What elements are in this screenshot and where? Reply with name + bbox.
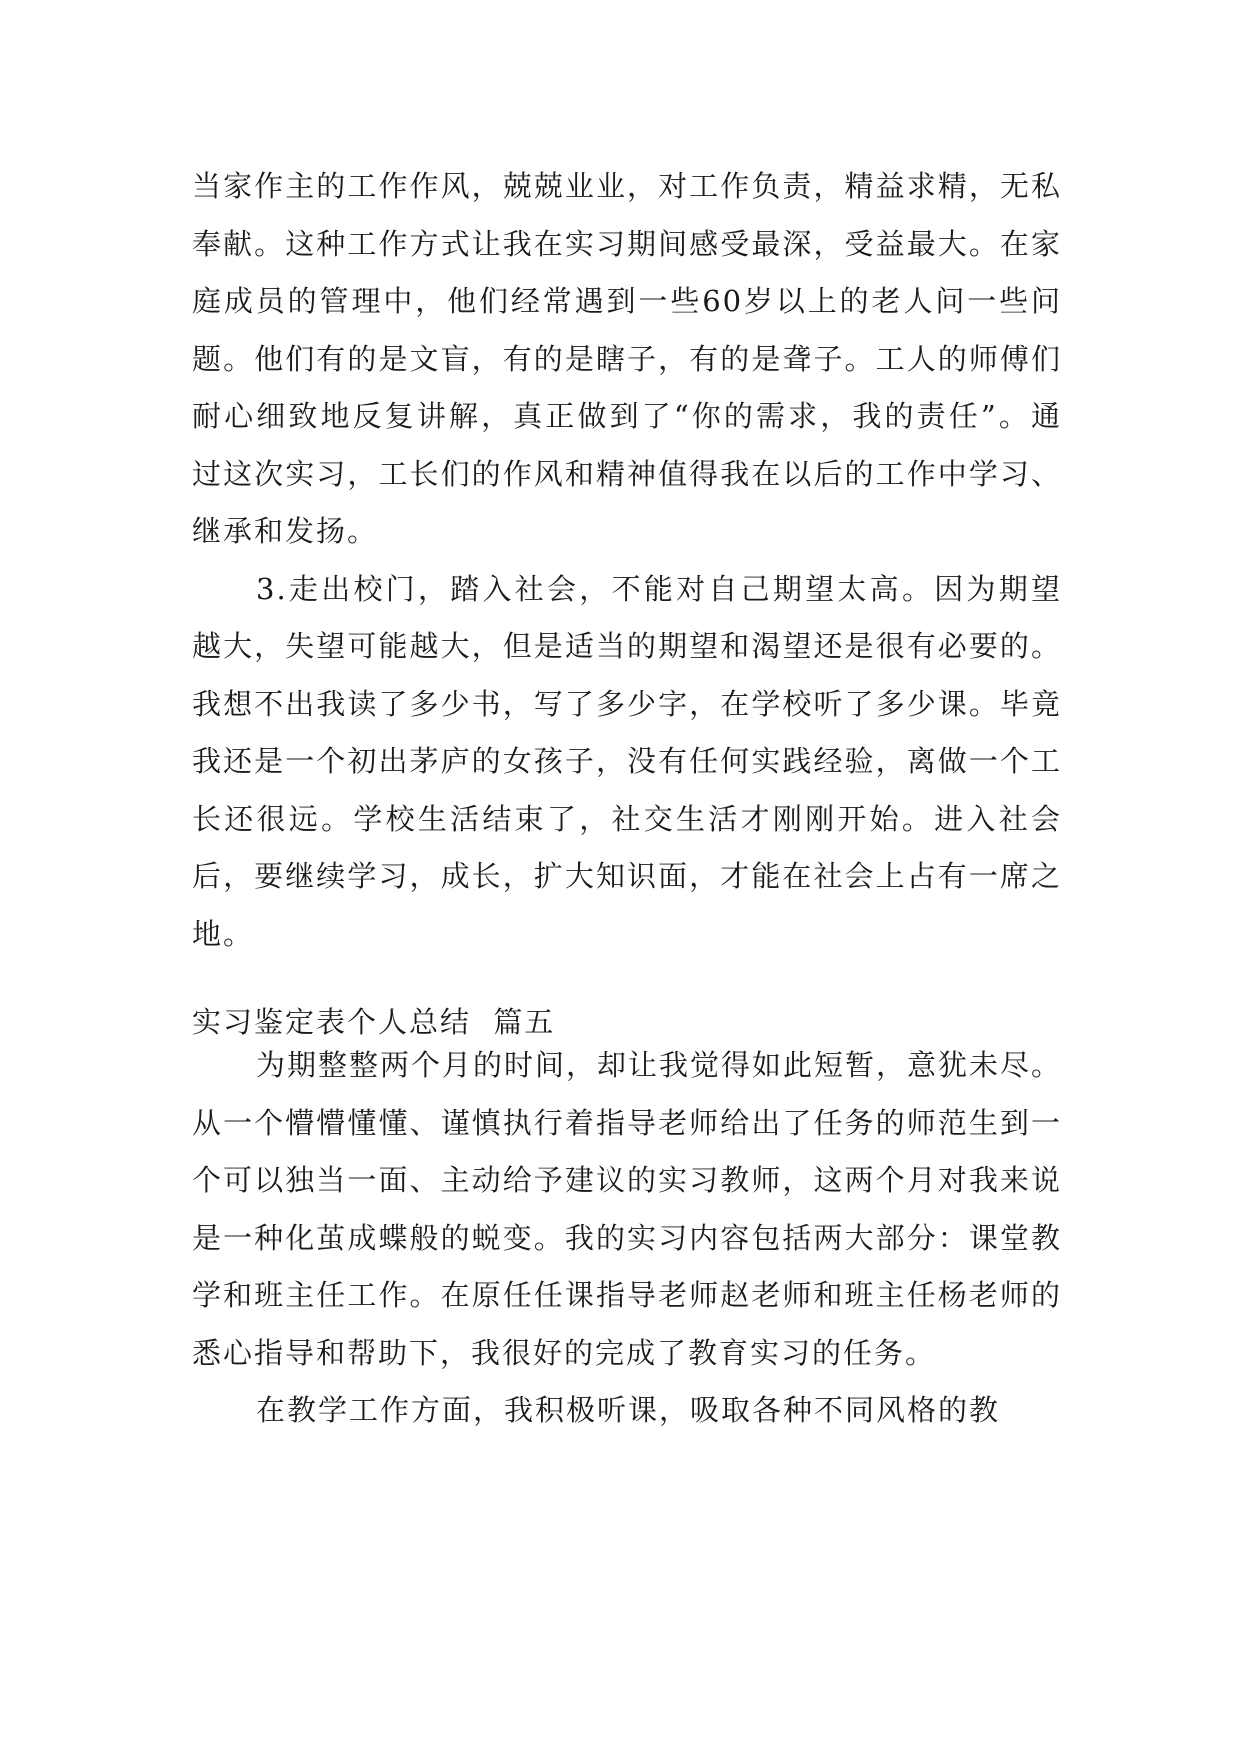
body-text-after-section xyxy=(192,1037,1062,1440)
paragraph-internship-summary: 为期整整两个月的时间，却让我觉得如此短暂，意犹未尽。从一个懵懵懂懂、谨慎执行着指导老师给出了任务的师范生到一个可以独当一面、主动给予建议的实习教师，这两个月对我来说是一种化茧成蝶般的蜕变。我的实习内容包括两大部分：课堂教学和班主任工作。在原任任课指导老师赵老师和班主任杨老师的悉心指导和帮助下，我很好的完成了教育实习的任务。 xyxy=(192,1048,1063,1370)
section-title: 实习鉴定表个人总结 篇五 xyxy=(192,1005,556,1039)
body-text-before-section xyxy=(192,158,1062,963)
paragraph-work-style: 当家作主的工作作风，兢兢业业，对工作负责，精益求精，无私奉献。这种工作方式让我在实习期间感受最深，受益最大。在家庭成员的管理中，他们经常遇到一些60岁以上的老人问一些问题。他们有的是文盲，有的是瞎子，有的是聋子。工人的师傅们耐心细致地反复讲解，真正做到了“你的需求，我的责任”。通过这次实习，工长们的作风和精神值得我在以后的工作中学习、继承和发扬。 xyxy=(192,169,1062,548)
paragraph-teaching-work: 在教学工作方面，我积极听课，吸取各种不同风格的教 xyxy=(256,1393,1001,1427)
paragraph-point-3: 3.走出校门，踏入社会，不能对自己期望太高。因为期望越大，失望可能越大，但是适当的期望和渴望还是很有必要的。我想不出我读了多少书，写了多少字，在学校听了多少课。毕竟我还是一个初出茅庐的女孩子，没有任何实践经验，离做一个工长还很远。学校生活结束了，社交生活才刚刚开始。进入社会后，要继续学习，成长，扩大知识面，才能在社会上占有一席之地。 xyxy=(192,571,1062,951)
